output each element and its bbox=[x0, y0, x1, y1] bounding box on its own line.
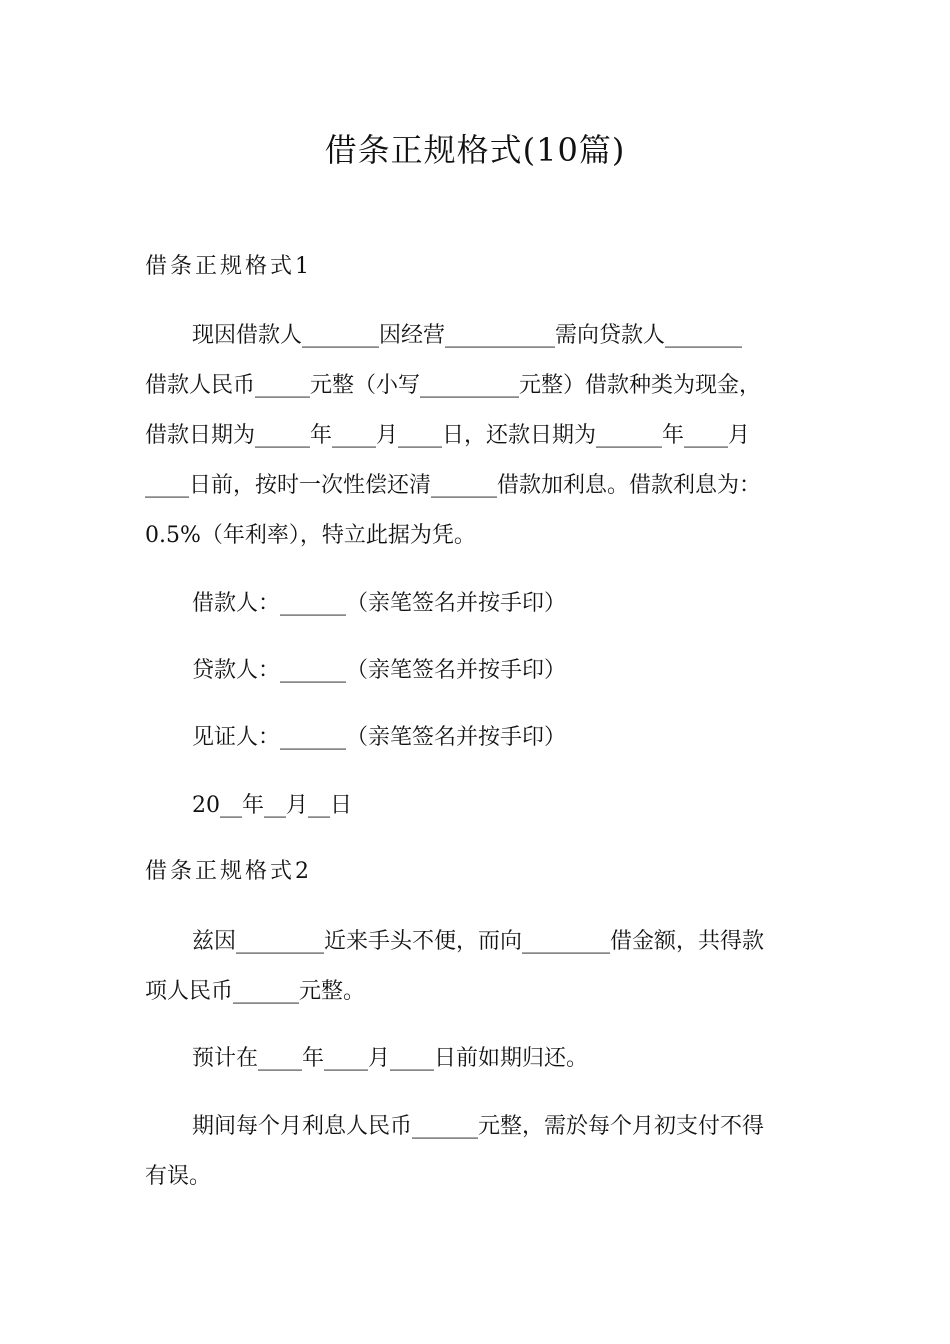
repayment-date-line: 预计在____年____月____日前如期归还。 bbox=[192, 1046, 589, 1071]
date-line: 20__年__月__日 bbox=[192, 793, 352, 818]
paragraph-line: 借款人民币_____元整（小写_________元整）借款种类为现金， bbox=[145, 373, 762, 398]
lender-signature-line: 贷款人：______（亲笔签名并按手印） bbox=[192, 658, 567, 683]
paragraph-line: 借款日期为_____年____月____日，还款日期为______年____月 bbox=[145, 423, 751, 448]
paragraph-line: 项人民币______元整。 bbox=[145, 979, 366, 1004]
borrower-signature-line: 借款人：______（亲笔签名并按手印） bbox=[192, 591, 567, 616]
paragraph-line: 0.5%（年利率），特立此据为凭。 bbox=[145, 523, 476, 548]
document-title: 借条正规格式(10篇) bbox=[324, 131, 626, 169]
paragraph-line: 兹因________近来手头不便，而向________借金额，共得款 bbox=[192, 929, 765, 954]
section-heading-1: 借条正规格式1 bbox=[145, 254, 312, 279]
paragraph-line: 期间每个月利息人民币______元整，需於每个月初支付不得 bbox=[192, 1114, 765, 1139]
paragraph-line: ____日前，按时一次性偿还清______借款加利息。借款利息为： bbox=[145, 473, 762, 498]
section-heading-2: 借条正规格式2 bbox=[145, 859, 312, 884]
paragraph-line: 现因借款人_______因经营__________需向贷款人_______ bbox=[192, 323, 743, 348]
paragraph-line: 有误。 bbox=[145, 1164, 212, 1189]
witness-signature-line: 见证人：______（亲笔签名并按手印） bbox=[192, 725, 567, 750]
